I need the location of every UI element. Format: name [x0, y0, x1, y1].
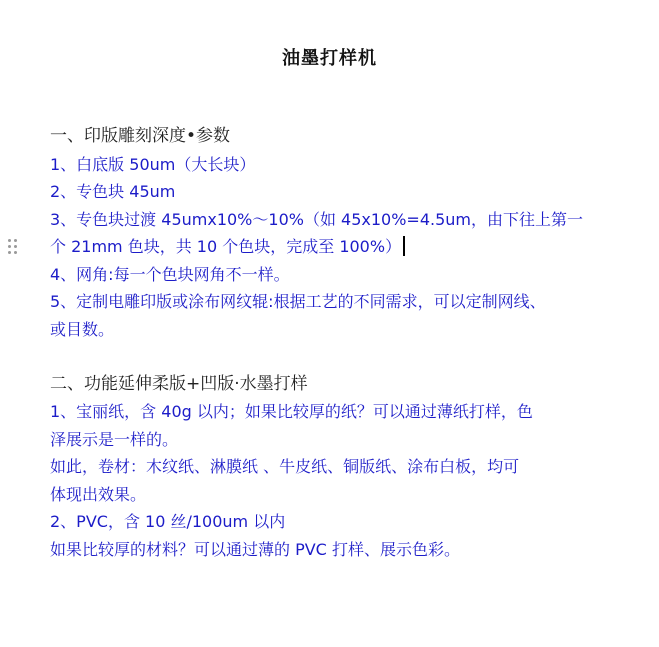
drag-handle-icon[interactable] — [8, 239, 20, 255]
blank-line — [50, 343, 620, 371]
paragraph-line: 1、白底版 50um（大长块） — [50, 154, 256, 174]
paragraph-line: 如此，卷材：木纹纸、淋膜纸 、牛皮纸、铜版纸、涂布白板，均可 — [50, 457, 520, 476]
paragraph-line-with-caret — [50, 233, 620, 261]
paragraph-line: 泽展示是一样的。 — [50, 429, 179, 449]
paragraph-line: 5、定制电雕印版或涂布网纹辊:根据工艺的不同需求，可以定制网线、 — [50, 292, 546, 311]
document-title: 油墨打样机 — [282, 48, 377, 69]
paragraph-line: 4、网角:每一个色块网角不一样。 — [50, 264, 290, 284]
paragraph-line: 或目数。 — [50, 319, 115, 339]
text-cursor — [403, 236, 405, 256]
paragraph-line-text: 个 21mm 色块，共 10 个色块，完成至 100%） — [50, 237, 402, 256]
paragraph-line: 体现出效果。 — [50, 484, 147, 504]
paragraph-line: 2、专色块 45um — [50, 182, 176, 201]
document-body[interactable] — [50, 123, 620, 563]
paragraph-line: 如果比较厚的材料？可以通过薄的 PVC 打样、展示色彩。 — [50, 539, 460, 559]
paragraph-line: 3、专色块过渡 45umx10%～10%（如 45x10%=4.5um，由下往上第一 — [50, 209, 584, 229]
paragraph-line: 1、宝丽纸，含 40g 以内；如果比较厚的纸？可以通过薄纸打样，色 — [50, 402, 533, 421]
section-heading-2: 二、功能延伸柔版+凹版·水墨打样 — [50, 373, 308, 394]
paragraph-line: 2、PVC，含 10 丝/100um 以内 — [50, 512, 286, 531]
section-heading-1: 一、印版雕刻深度•参数 — [50, 126, 231, 146]
